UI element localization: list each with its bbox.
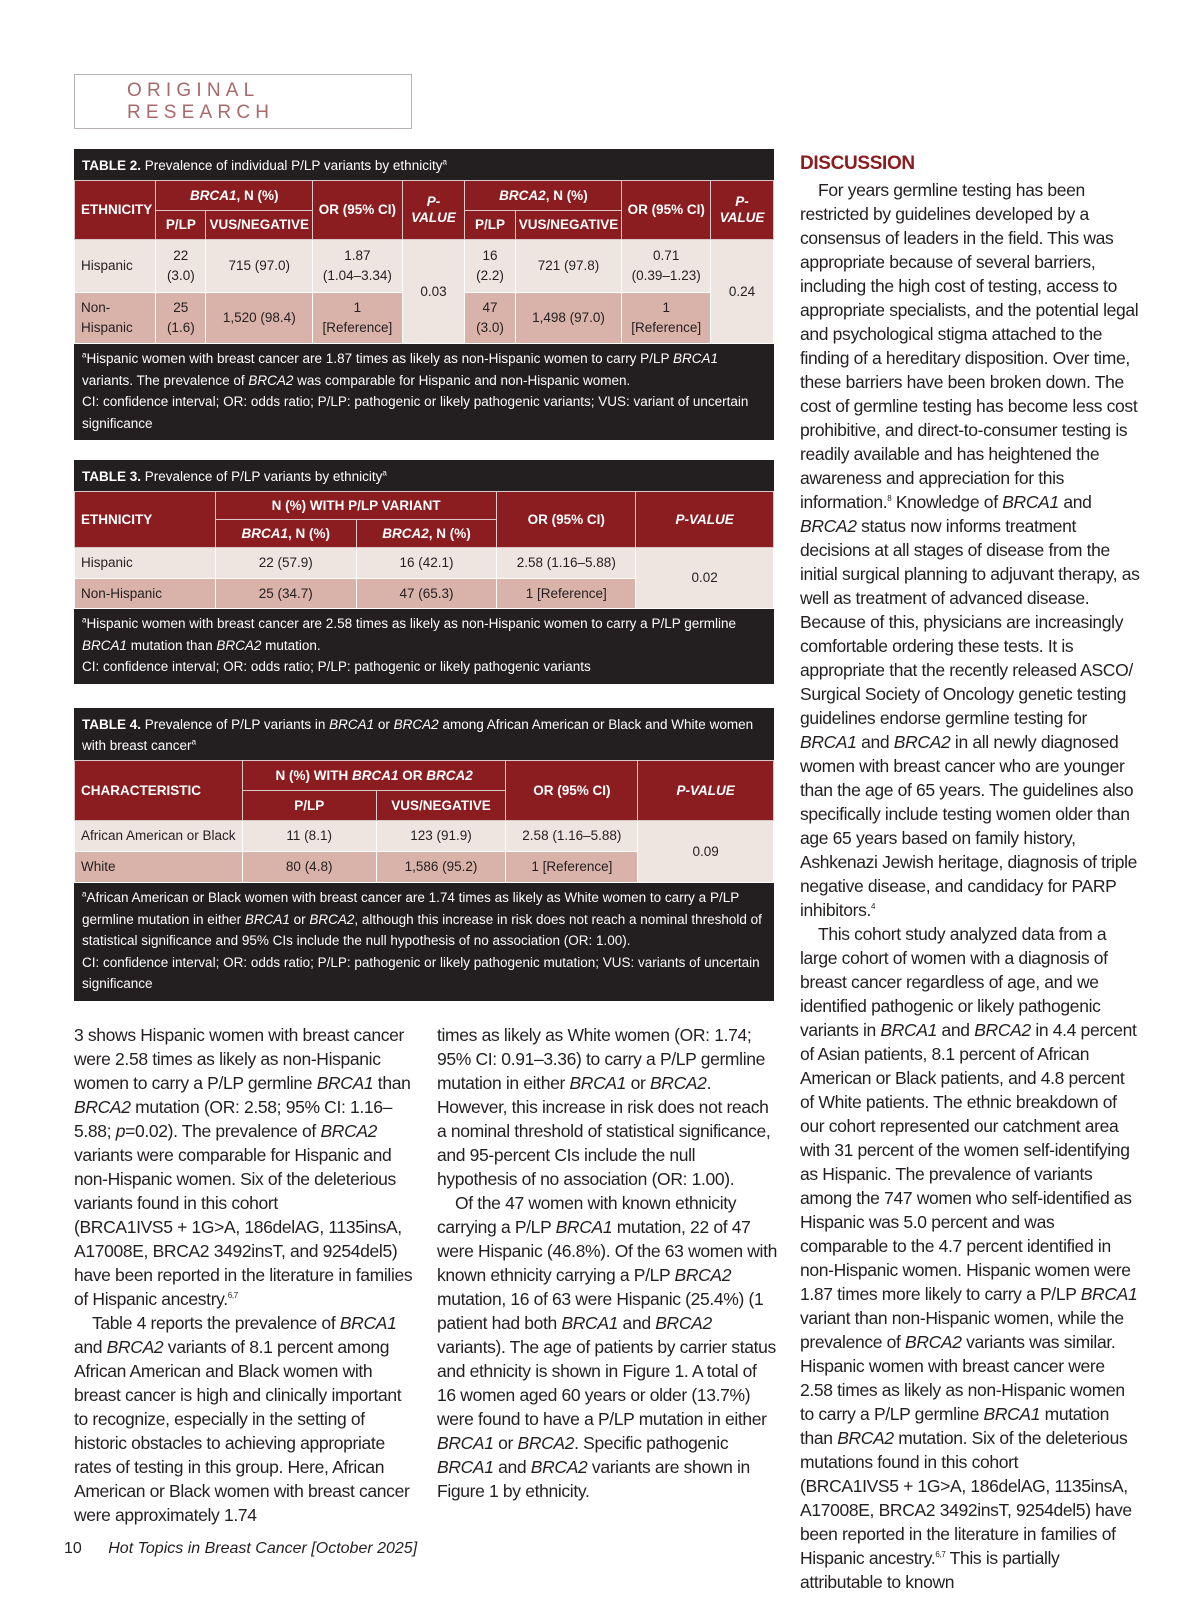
col-header-pvalue: P-VALUE (636, 492, 774, 548)
page-footer (64, 1540, 417, 1558)
table-row: African American or Black 11 (8.1) 123 (91.9) 2.58 (1.16–5.88) 0.09 (75, 821, 774, 852)
col-header-vus: VUS/NEGATIVE (376, 791, 506, 821)
paragraph: times as likely as White women (OR: 1.74; 95% CI: 0.91–3.36) to carry a P/LP germline mutation in either BRCA1 or BRCA2. However, this increase in risk does not reach a nominal threshold of statistical significance, and 95-percent CIs include the null hypothesis of no association (OR: 1.00). (437, 1025, 771, 1189)
p-value-cell: 0.09 (638, 821, 774, 883)
paragraph: Table 4 reports the prevalence of BRCA1 and BRCA2 variants of 8.1 percent among African American and Black women with breast cancer is high and clinically important to recognize, especially in the setting of historic obstacles to achieving appropriate rates of testing in this group. Here, African American or Black women with breast cancer were approximately 1.74 (74, 1313, 410, 1525)
table-4-caption: TABLE 4. Prevalence of P/LP variants in BRCA1 or BRCA2 among African American or Black and White women with breast cancer$^a$ (82, 717, 754, 753)
table-4-footnote: $^a$African American or Black women with breast cancer are 1.74 times as likely as White women to carry a P/LP germline mutation in either BRCA1 or BRCA2, although this increase in risk does not reach a nominal threshold of statistical significance and 95% CIs include the null hypothesis of no association (OR: 1.00). CI: confidence interval; OR: odds ratio; P/LP: pathogenic or likely pathogenic mutation; VUS: variants of uncertain significance (82, 889, 762, 991)
table-row: Hispanic 22 (57.9) 16 (42.1) 2.58 (1.16–5.88) 0.02 (75, 548, 774, 579)
p-value-cell: 0.03 (402, 240, 465, 344)
table-3-footnote: $^a$Hispanic women with breast cancer are 2.58 times as likely as non-Hispanic women to carry a P/LP germline BRCA1 mutation than BRCA2 mutation. CI: confidence interval; OR: odds ratio; P/LP: pathogenic or likely pathogenic variants (82, 615, 736, 674)
p-value-cell: 0.24 (710, 240, 773, 344)
table-row: White 80 (4.8) 1,586 (95.2) 1 [Reference] (75, 852, 774, 883)
col-header-plp: P/LP (242, 791, 376, 821)
table-4-grid (74, 760, 774, 883)
table-row: Hispanic 22 (3.0) 715 (97.0) 1.87 (1.04–3.34) 0.03 16 (2.2) 721 (97.8) 0.71 (0.39–1.23) 0.24 (75, 240, 774, 293)
col-header-brca1: BRCA1, N (%) (156, 181, 313, 211)
col-header-or: OR (95% CI) (622, 181, 711, 240)
table-4 (74, 708, 774, 1001)
table-2-footnote: $^a$Hispanic women with breast cancer are 1.87 times as likely as non-Hispanic women to carry P/LP BRCA1 variants. The prevalence of BRCA2 was comparable for Hispanic and non-Hispanic women. CI: confidence interval; OR: odds ratio; P/LP: pathogenic or likely pathogenic variants; VUS: variant of uncertain significance (82, 350, 749, 431)
body-column-2 (437, 1023, 777, 1503)
col-header-brca1: BRCA1, N (%) (215, 520, 356, 548)
table-2 (74, 149, 774, 440)
paragraph: Of the 47 women with known ethnicity carrying a P/LP BRCA1 mutation, 22 of 47 were Hispanic (46.8%). Of the 63 women with known ethnicity carrying a P/LP BRCA2 mutation, 16 of 63 were Hispanic (25.4%) (1 patient had both BRCA1 and BRCA2 variants). The age of patients by carrier status and ethnicity is shown in Figure 1. A total of 16 women aged 60 years or older (13.7%) were found to have a P/LP mutation in either BRCA1 or BRCA2. Specific pathogenic BRCA1 and BRCA2 variants are shown in Figure 1 by ethnicity. (437, 1193, 777, 1501)
section-label-box (74, 74, 412, 129)
paragraph: This cohort study analyzed data from a large cohort of women with a diagnosis of breast cancer regardless of age, and we identified pathogenic or likely pathogenic variants in BRCA1 and BRCA2 in 4.4 percent of Asian patients, 8.1 percent of African American or Black patients, and 4.8 percent of White patients. The ethnic breakdown of our cohort represented our catchment area with 31 percent of the women self-identifying as Hispanic. The prevalence of variants among the 747 women who self-identified as Hispanic was 5.0 percent and was comparable to the 4.7 percent identified in non-Hispanic women. Hispanic women were 1.87 times more likely to carry a P/LP BRCA1 variant than non-Hispanic women, while the prevalence of BRCA2 variants was similar. Hispanic women with breast cancer were 2.58 times as likely as non-Hispanic women to carry a P/LP germline BRCA1 mutation than BRCA2 mutation. Six of the deleterious mutations found in this cohort (BRCA1IVS5 + 1G>A, 186delAG, 1135insA, A17008E, BRCA2 3492insT, 9254del5) have been reported in the literature in families of Hispanic ancestry.$^{6,7}$ This is partially attributable to known (800, 924, 1138, 1592)
section-label: ORIGINAL RESEARCH (127, 79, 275, 123)
table-2-caption: TABLE 2. Prevalence of individual P/LP variants by ethnicity$^a$ (82, 157, 447, 173)
col-header-variant-group: N (%) WITH BRCA1 OR BRCA2 (242, 761, 506, 791)
table-3-grid (74, 491, 774, 609)
col-header-variant-group: N (%) WITH P/LP VARIANT (215, 492, 497, 520)
col-header-pvalue: P-VALUE (638, 761, 774, 821)
col-header-ethnicity: ETHNICITY (75, 492, 216, 548)
col-header-ethnicity: ETHNICITY (75, 181, 156, 240)
col-header-or: OR (95% CI) (506, 761, 638, 821)
paragraph: 3 shows Hispanic women with breast cancer were 2.58 times as likely as non-Hispanic women to carry a P/LP germline BRCA1 than BRCA2 mutation (OR: 2.58; 95% CI: 1.16–5.88; p=0.02). The prevalence of BRCA2 variants were comparable for Hispanic and non-Hispanic women. Six of the deleterious variants found in this cohort (BRCA1IVS5 + 1G>A, 186delAG, 1135insA, A17008E, BRCA2 3492insT, and 9254del5) have been reported in the literature in families of Hispanic ancestry.$^{6,7}$ (74, 1025, 413, 1309)
table-row: Non-Hispanic 25 (1.6) 1,520 (98.4) 1 [Reference] 47 (3.0) 1,498 (97.0) 1 [Reference] (75, 293, 774, 344)
body-column-3 (800, 152, 1140, 1594)
p-value-cell: 0.02 (636, 548, 774, 609)
table-row: Non-Hispanic 25 (34.7) 47 (65.3) 1 [Reference] (75, 579, 774, 609)
col-header-characteristic: CHARACTERISTIC (75, 761, 243, 821)
table-3-caption: TABLE 3. Prevalence of P/LP variants by ethnicity$^a$ (82, 468, 387, 484)
body-column-1 (74, 1023, 414, 1527)
col-header-pvalue: P-VALUE (402, 181, 465, 240)
col-header-brca2: BRCA2, N (%) (465, 181, 622, 211)
col-header-pvalue: P-VALUE (710, 181, 773, 240)
col-header-or: OR (95% CI) (313, 181, 402, 240)
table-2-grid (74, 180, 774, 344)
col-header-plp: P/LP (156, 211, 206, 240)
section-heading: DISCUSSION (800, 153, 915, 174)
page-number: 10 (64, 1540, 82, 1557)
col-header-vus: VUS/NEGATIVE (515, 211, 622, 240)
journal-title: Hot Topics in Breast Cancer [October 2025] (108, 1540, 418, 1557)
col-header-or: OR (95% CI) (497, 492, 636, 548)
table-3 (74, 460, 774, 684)
col-header-vus: VUS/NEGATIVE (206, 211, 313, 240)
col-header-plp: P/LP (465, 211, 515, 240)
paragraph: For years germline testing has been restricted by guidelines developed by a consensus of leaders in the field. This was appropriate because of several barriers, including the high cost of testing, access to appropriate specialists, and the potential legal and psychological stigma attached to the finding of a hereditary disposition. Over time, these barriers have been broken down. The cost of germline testing has become less cost prohibitive, and direct-to-consumer testing is readily available and has heightened the awareness and appreciation for this information.$^8$ Knowledge of BRCA1 and BRCA2 status now informs treatment decisions at all stages of disease from the initial surgical planning to adjuvant therapy, as well as treatment of advanced disease. Because of this, physicians are increasingly comfortable ordering these tests. It is appropriate that the recently released ASCO/ Surgical Society of Oncology genetic testing guidelines endorse germline testing for BRCA1 and BRCA2 in all newly diagnosed women with breast cancer who are younger than the age of 65 years. The guidelines also specifically include testing women older than age 65 years based on family history, Ashkenazi Jewish heritage, diagnosis of triple negative disease, and candidacy for PARP inhibitors.$^4$ (800, 180, 1140, 920)
col-header-brca2: BRCA2, N (%) (356, 520, 497, 548)
